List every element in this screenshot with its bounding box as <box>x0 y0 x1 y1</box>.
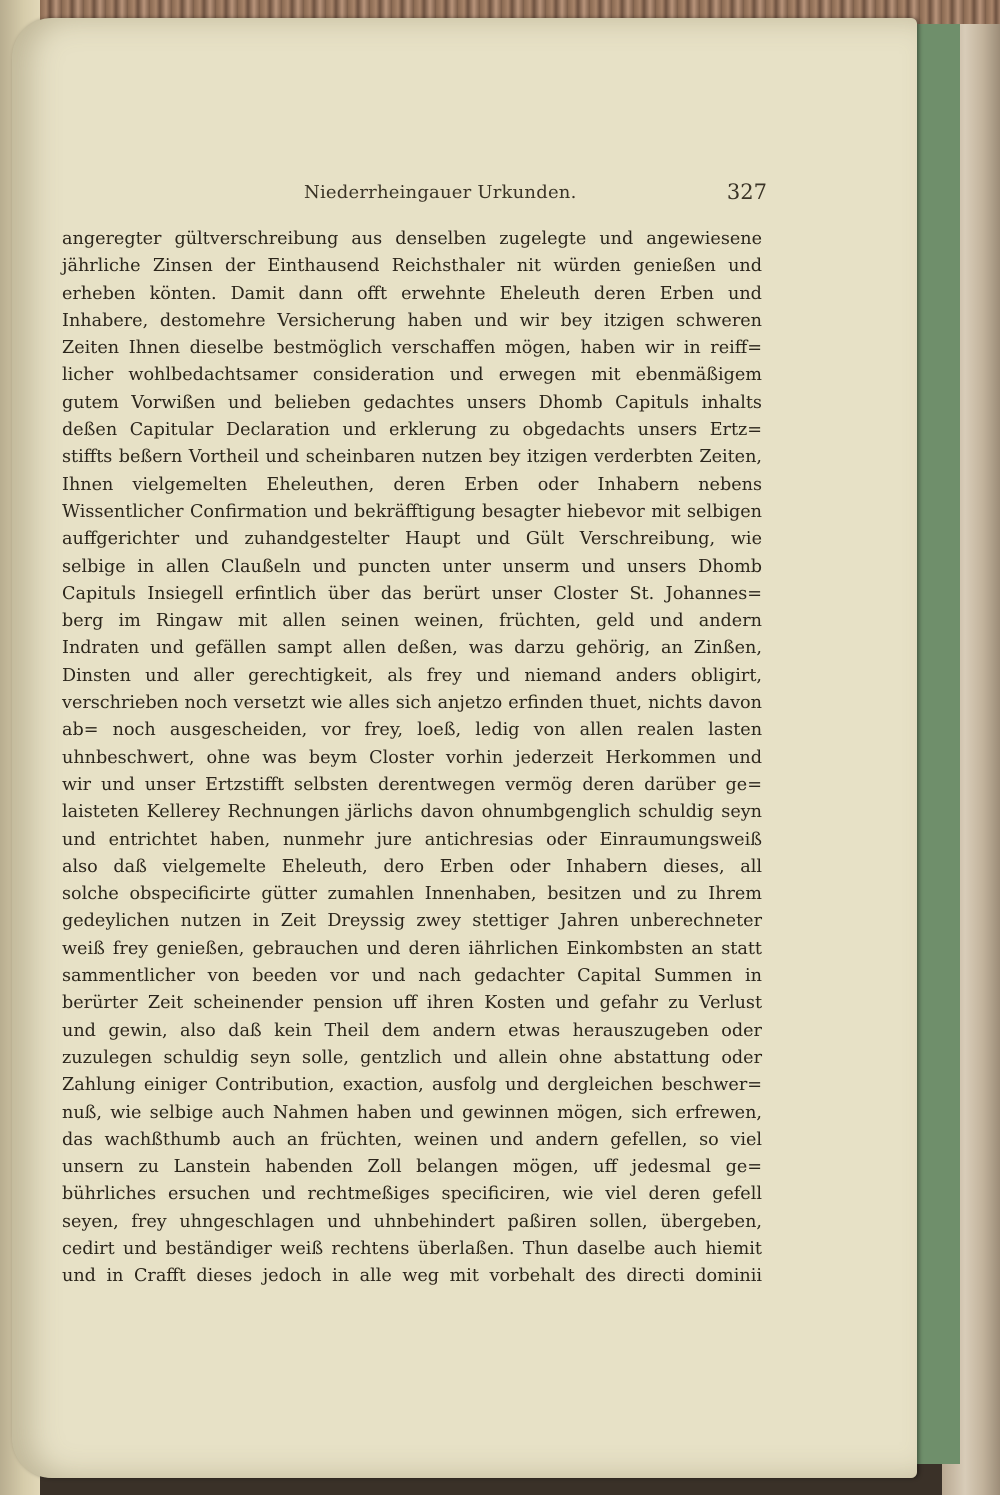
text-line: Wissentlicher Confirmation und bekräfftigung besagter hiebevor mit selbigen <box>62 501 762 522</box>
text-line: deßen Capitular Declaration und erklerung zu obgedachts unsers Ertz= <box>62 420 763 441</box>
page-number: 327 <box>726 180 767 204</box>
text-line: sammentlicher von beeden vor und nach gedachter Capital Summen in <box>62 966 762 987</box>
text-line: uhnbeschwert, ohne was beym Closter vorhin jederzeit Herkommen und <box>62 747 763 768</box>
text-line: weiß frey genießen, gebrauchen und deren iährlichen Einkombsten an statt <box>62 938 763 959</box>
text-line: laisteten Kellerey Rechnungen järlichs davon ohnumbgenglich schuldig seyn <box>62 802 762 823</box>
text-line: cedirt und beständiger weiß rechtens überlaßen. Thun daselbe auch hiemit <box>62 1238 762 1259</box>
text-line: Ihnen vielgemelten Eheleuthen, deren Erben oder Inhabern nebens <box>62 474 762 495</box>
text-line: licher wohlbedachtsamer consideration und erwegen mit ebenmäßigem <box>62 365 762 386</box>
text-line: jährliche Zinsen der Einthausend Reichsthaler nit würden genießen und <box>62 256 763 277</box>
text-line: zuzulegen schuldig seyn solle, gentzlich und allein ohne abstattung oder <box>62 1047 763 1068</box>
text-line: berg im Ringaw mit allen seinen weinen, früchten, geld und andern <box>62 611 762 632</box>
text-line: also daß vielgemelte Eheleuth, dero Erben oder Inhabern dieses, all <box>62 856 762 877</box>
text-line: selbige in allen Claußeln und puncten unter unserm und unsers Dhomb <box>62 556 763 577</box>
text-line: und gewin, also daß kein Theil dem andern etwas herauszugeben oder <box>62 1020 762 1041</box>
text-line: auffgerichter und zuhandgestelter Haupt und Gült Verschreibung, wie <box>62 529 762 550</box>
text-line: angeregter gültverschreibung aus denselben zugelegte und angewiesene <box>62 229 763 249</box>
running-title: Niederrheingauer Urkunden. <box>304 182 577 203</box>
text-line: Dinsten und aller gerechtigkeit, als frey und niemand anders obligirt, <box>62 665 762 686</box>
book-page <box>12 18 917 1478</box>
text-line: solche obspecificirte gütter zumahlen Innenhaben, besitzen und zu Ihrem <box>62 884 762 905</box>
text-line: Zeiten Ihnen dieselbe bestmöglich verschaffen mögen, haben wir in reiff= <box>62 338 762 359</box>
text-line: ab= noch ausgescheiden, vor frey, loeß, ledig von allen realen lasten <box>62 720 763 741</box>
body-text <box>62 226 762 1291</box>
text-line: gedeylichen nutzen in Zeit Dreyssig zwey stettiger Jahren unberechneter <box>62 911 762 932</box>
text-line: verschrieben noch versetzt wie alles sich anjetzo erfinden thuet, nichts davon <box>62 693 762 714</box>
text-line: Zahlung einiger Contribution, exaction, ausfolg und dergleichen beschwer= <box>62 1075 762 1096</box>
text-line: unsern zu Lanstein habenden Zoll belangen mögen, uff jedesmal ge= <box>62 1157 762 1178</box>
text-line: stiffts beßern Vortheil und scheinbaren nutzen bey itzigen verderbten Zeiten, <box>62 447 763 468</box>
text-line: nuß, wie selbige auch Nahmen haben und gewinnen mögen, sich erfrewen, <box>62 1102 762 1123</box>
text-line: seyen, frey uhngeschlagen und uhnbehindert paßiren sollen, übergeben, <box>62 1211 762 1232</box>
text-line: gutem Vorwißen und belieben gedachtes unsers Dhomb Capituls inhalts <box>62 392 762 413</box>
text-line: und entrichtet haben, nunmehr jure antichresias oder Einraumungsweiß <box>62 829 762 850</box>
text-line: wir und unser Ertzstifft selbsten derentwegen vermög deren darüber ge= <box>62 774 762 795</box>
text-line: und in Crafft dieses jedoch in alle weg mit vorbehalt des directi dominii <box>62 1266 762 1287</box>
page-header <box>72 178 767 214</box>
text-line: Indraten und gefällen sampt allen deßen, was darzu gehörig, an Zinßen, <box>62 638 762 659</box>
text-line: das wachßthumb auch an früchten, weinen und andern gefellen, so viel <box>62 1129 762 1150</box>
text-line: erheben könten. Damit dann offt erwehnte Eheleuth deren Erben und <box>62 283 762 304</box>
text-line: bührliches ersuchen und rechtmeßiges specificiren, wie viel deren gefell <box>62 1184 762 1205</box>
text-line: Capituls Insiegell erfintlich über das berürt unser Closter St. Johannes= <box>62 583 762 604</box>
text-line: berürter Zeit scheinender pension uff ihren Kosten und gefahr zu Verlust <box>62 993 763 1014</box>
text-line: Inhabere, destomehre Versicherung haben und wir bey itzigen schweren <box>62 310 762 331</box>
